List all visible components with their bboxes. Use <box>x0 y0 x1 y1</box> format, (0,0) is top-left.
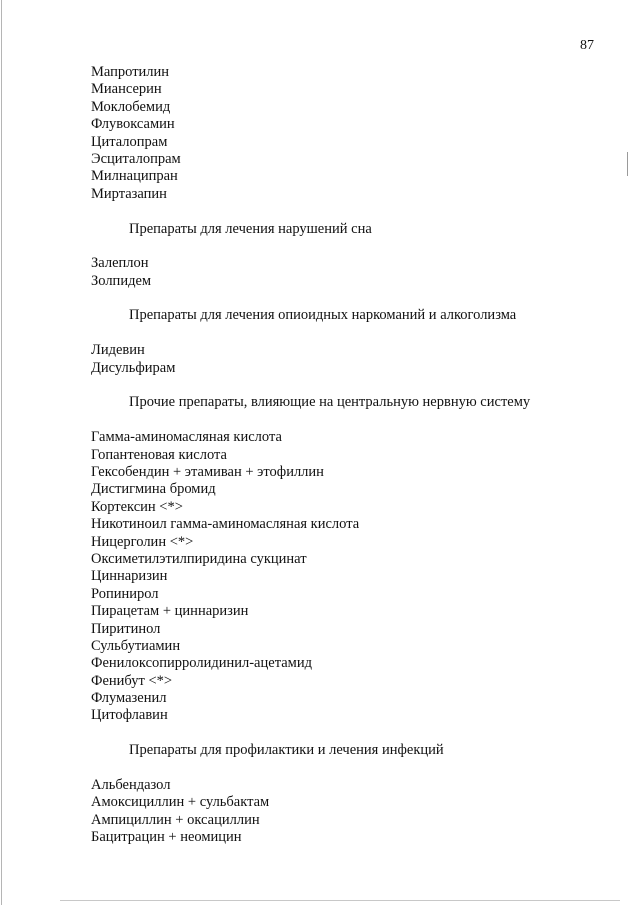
drug-name: Лидевин <box>91 342 145 359</box>
spacer <box>91 325 611 342</box>
drug-name: Дисульфирам <box>91 359 176 376</box>
drug-name: Гамма-аминомасляная кислота <box>91 429 282 446</box>
drug-name: Пиритинол <box>91 620 161 637</box>
spacer <box>91 412 611 429</box>
drug-name: Эсциталопрам <box>91 150 181 167</box>
drug-name: Миртазапин <box>91 185 167 202</box>
scan-edge-line <box>1 0 2 905</box>
drug-name: Милнаципран <box>91 168 178 185</box>
spacer <box>91 238 611 255</box>
drug-name: Фенибут <*> <box>91 672 173 689</box>
drug-name: Мапротилин <box>91 64 170 80</box>
drug-name: Альбендазол <box>91 777 171 794</box>
drug-name: Циннаризин <box>91 568 168 585</box>
drug-name: Фенилоксопирролидинил-ацетамид <box>91 655 312 672</box>
section-heading: Прочие препараты, влияющие на центральную нервную систему <box>129 394 531 411</box>
section-heading: Препараты для профилактики и лечения инфекций <box>129 742 444 759</box>
drug-list <box>91 64 611 847</box>
drug-name: Золпидем <box>91 272 152 289</box>
drug-name: Гопантеновая кислота <box>91 446 227 463</box>
drug-name: Сульбутиамин <box>91 637 181 654</box>
drug-name: Бацитрацин + неомицин <box>91 829 242 846</box>
drug-name: Оксиметилэтилпиридина сукцинат <box>91 550 307 567</box>
drug-name: Ампициллин + оксациллин <box>91 811 260 828</box>
section-heading: Препараты для лечения нарушений сна <box>129 220 372 237</box>
drug-name: Цитофлавин <box>91 707 168 724</box>
drug-name: Гексобендин + этамиван + этофиллин <box>91 463 324 480</box>
spacer <box>91 725 611 742</box>
drug-name: Циталопрам <box>91 133 168 150</box>
drug-name: Флувоксамин <box>91 116 175 133</box>
drug-name: Амоксициллин + сульбактам <box>91 794 270 811</box>
drug-name: Кортексин <*> <box>91 498 183 515</box>
spacer <box>91 760 611 777</box>
section-heading: Препараты для лечения опиоидных наркоманий и алкоголизма <box>129 307 517 324</box>
scan-mark <box>627 152 628 176</box>
drug-name: Ропинирол <box>91 585 159 602</box>
drug-name: Моклобемид <box>91 98 171 115</box>
drug-name: Залеплон <box>91 255 149 272</box>
page-number: 87 <box>580 38 594 53</box>
drug-name: Никотиноил гамма-аминомасляная кислота <box>91 516 360 533</box>
scan-bottom-line <box>60 900 620 901</box>
drug-name: Ницерголин <*> <box>91 533 194 550</box>
drug-name: Дистигмина бромид <box>91 481 216 498</box>
drug-name: Флумазенил <box>91 690 167 707</box>
spacer <box>91 377 611 394</box>
spacer <box>91 203 611 220</box>
drug-name: Миансерин <box>91 81 162 98</box>
drug-name: Пирацетам + циннаризин <box>91 603 249 620</box>
spacer <box>91 290 611 307</box>
